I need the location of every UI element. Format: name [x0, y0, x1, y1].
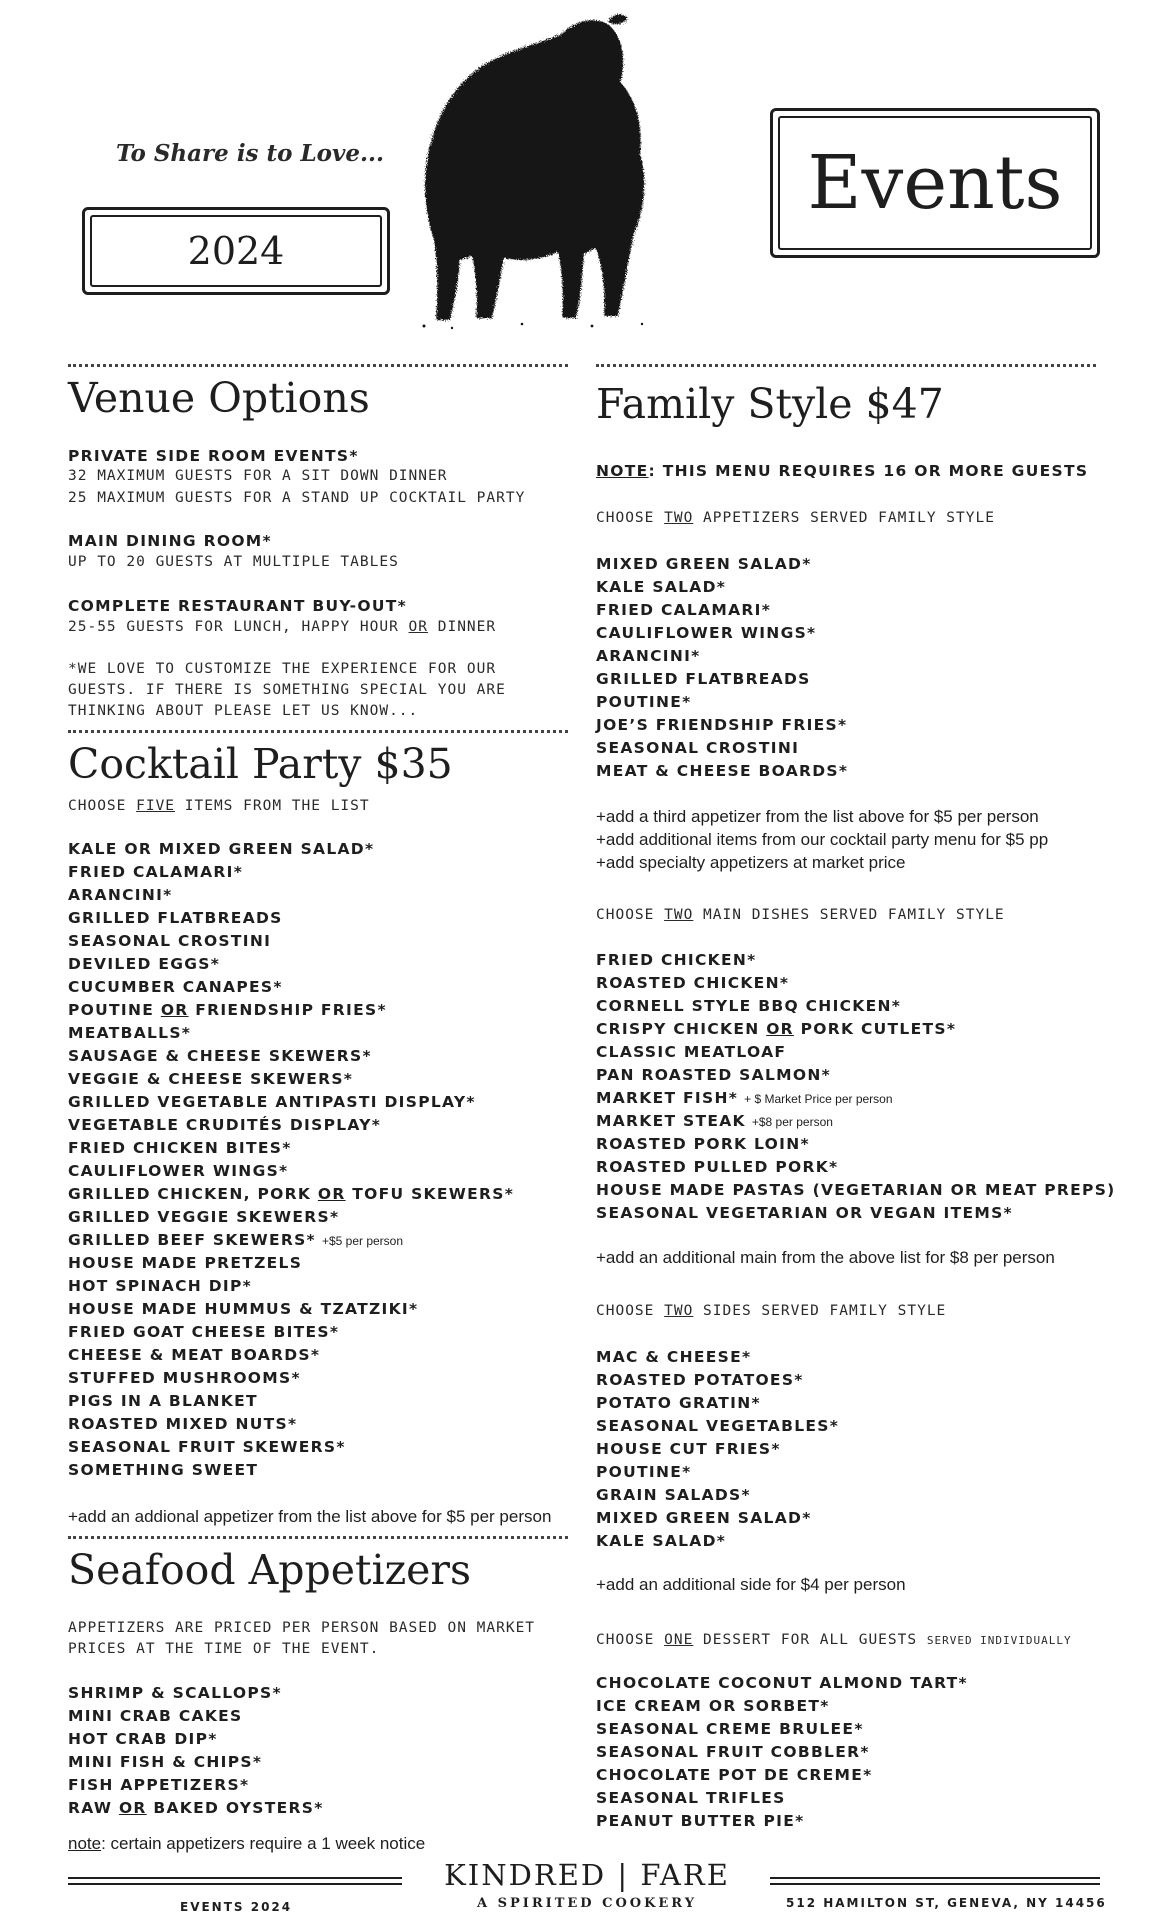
- events-title-badge: [770, 108, 1100, 258]
- menu-item: GRILLED BEEF SKEWERS* +$5 per person: [68, 1231, 404, 1249]
- private-room-line: 32 MAXIMUM GUESTS FOR A SIT DOWN DINNER: [68, 468, 448, 484]
- menu-item: MARKET FISH* + $ Market Price per person: [596, 1089, 893, 1107]
- brand-tagline: A SPIRITED COOKERY: [476, 1896, 697, 1911]
- seafood-desc: PRICES AT THE TIME OF THE EVENT.: [68, 1641, 380, 1657]
- divider: [68, 1536, 568, 1539]
- main-dining-line: UP TO 20 GUESTS AT MULTIPLE TABLES: [68, 554, 399, 570]
- divider: [68, 364, 568, 367]
- footer-events: EVENTS 2024: [180, 1900, 293, 1914]
- menu-item: HOUSE MADE HUMMUS & TZATZIKI*: [68, 1300, 419, 1318]
- private-room-title: PRIVATE SIDE ROOM EVENTS*: [68, 447, 359, 465]
- menu-item: PAN ROASTED SALMON*: [596, 1066, 831, 1084]
- addon-line: +add additional items from our cocktail party menu for $5 pp: [596, 830, 1049, 849]
- family-mains-addon: +add an additional main from the above list for $8 per person: [596, 1248, 1055, 1267]
- price-note: +$5 per person: [321, 1234, 404, 1248]
- menu-item: POUTINE*: [596, 1463, 692, 1481]
- menu-item: KALE OR MIXED GREEN SALAD*: [68, 840, 375, 858]
- menu-item: CLASSIC MEATLOAF: [596, 1043, 787, 1061]
- footer-address: 512 HAMILTON ST, GENEVA, NY 14456: [786, 1896, 1107, 1910]
- menu-item: CUCUMBER CANAPES*: [68, 978, 283, 996]
- menu-item: ARANCINI*: [596, 647, 701, 665]
- menu-item: ICE CREAM OR SORBET*: [596, 1697, 830, 1715]
- family-sides-list: [596, 1346, 839, 1553]
- cocktail-items-list: [68, 838, 514, 1482]
- menu-item: PIGS IN A BLANKET: [68, 1392, 258, 1410]
- year-text: 2024: [90, 215, 382, 287]
- menu-item: SEASONAL VEGETABLES*: [596, 1417, 840, 1435]
- menu-item: SEASONAL CROSTINI: [596, 739, 800, 757]
- venue-note: GUESTS. IF THERE IS SOMETHING SPECIAL YOU ARE: [68, 682, 506, 698]
- menu-item: PEANUT BUTTER PIE*: [596, 1812, 805, 1830]
- menu-item: FRIED CALAMARI*: [68, 863, 244, 881]
- menu-item: FRIED CALAMARI*: [596, 601, 772, 619]
- menu-item: FRIED CHICKEN BITES*: [68, 1139, 292, 1157]
- menu-item: MAC & CHEESE*: [596, 1348, 752, 1366]
- family-mains-list: [596, 949, 1116, 1225]
- menu-item: VEGGIE & CHEESE SKEWERS*: [68, 1070, 354, 1088]
- family-note: NOTE: THIS MENU REQUIRES 16 OR MORE GUESTS: [596, 462, 1089, 480]
- venue-heading: Venue Options: [68, 374, 370, 422]
- menu-item: CHOCOLATE POT DE CREME*: [596, 1766, 873, 1784]
- menu-item: CRISPY CHICKEN OR PORK CUTLETS*: [596, 1020, 957, 1038]
- cocktail-addon: +add an addional appetizer from the list above for $5 per person: [68, 1507, 552, 1526]
- menu-item: MINI FISH & CHIPS*: [68, 1753, 263, 1771]
- events-title: Events: [778, 116, 1092, 250]
- main-dining-title: MAIN DINING ROOM*: [68, 532, 272, 550]
- menu-item: ARANCINI*: [68, 886, 173, 904]
- price-note: +$8 per person: [751, 1115, 833, 1129]
- seafood-note: note: certain appetizers require a 1 week notice: [68, 1834, 426, 1853]
- menu-item: CAULIFLOWER WINGS*: [596, 624, 817, 642]
- menu-item: HOT CRAB DIP*: [68, 1730, 218, 1748]
- footer-rule: [68, 1877, 402, 1885]
- buyout-title: COMPLETE RESTAURANT BUY-OUT*: [68, 597, 408, 615]
- venue-note: THINKING ABOUT PLEASE LET US KNOW...: [68, 703, 419, 719]
- menu-item: POUTINE*: [596, 693, 692, 711]
- family-heading: Family Style $47: [596, 380, 944, 428]
- addon-line: +add a third appetizer from the list above for $5 per person: [596, 807, 1039, 826]
- menu-item: SAUSAGE & CHEESE SKEWERS*: [68, 1047, 372, 1065]
- family-desserts-list: [596, 1672, 968, 1833]
- menu-item: STUFFED MUSHROOMS*: [68, 1369, 301, 1387]
- menu-item: SHRIMP & SCALLOPS*: [68, 1684, 282, 1702]
- menu-item: KALE SALAD*: [596, 578, 727, 596]
- seafood-items-list: [68, 1682, 324, 1820]
- menu-item: SEASONAL VEGETARIAN OR VEGAN ITEMS*: [596, 1204, 1013, 1222]
- menu-item: ROASTED CHICKEN*: [596, 974, 790, 992]
- menu-item: POUTINE OR FRIENDSHIP FRIES*: [68, 1001, 387, 1019]
- menu-item: VEGETABLE CRUDITÉS DISPLAY*: [68, 1116, 382, 1134]
- divider: [596, 364, 1096, 367]
- menu-item: SEASONAL CREME BRULEE*: [596, 1720, 864, 1738]
- family-mains-choose: CHOOSE TWO MAIN DISHES SERVED FAMILY STYLE: [596, 907, 1005, 923]
- menu-item: CHOCOLATE COCONUT ALMOND TART*: [596, 1674, 968, 1692]
- menu-item: KALE SALAD*: [596, 1532, 727, 1550]
- menu-item: FISH APPETIZERS*: [68, 1776, 250, 1794]
- menu-item: DEVILED EGGS*: [68, 955, 221, 973]
- menu-item: POTATO GRATIN*: [596, 1394, 761, 1412]
- menu-item: SEASONAL FRUIT COBBLER*: [596, 1743, 870, 1761]
- menu-item: GRILLED CHICKEN, PORK OR TOFU SKEWERS*: [68, 1185, 515, 1203]
- divider: [68, 730, 568, 733]
- menu-item: SEASONAL FRUIT SKEWERS*: [68, 1438, 346, 1456]
- menu-item: MINI CRAB CAKES: [68, 1707, 243, 1725]
- family-appetizers-choose: CHOOSE TWO APPETIZERS SERVED FAMILY STYLE: [596, 510, 995, 526]
- venue-note: *WE LOVE TO CUSTOMIZE THE EXPERIENCE FOR OUR: [68, 661, 497, 677]
- menu-item: FRIED GOAT CHEESE BITES*: [68, 1323, 340, 1341]
- menu-item: ROASTED MIXED NUTS*: [68, 1415, 298, 1433]
- menu-item: HOUSE MADE PRETZELS: [68, 1254, 303, 1272]
- menu-item: MEAT & CHEESE BOARDS*: [596, 762, 849, 780]
- family-appetizer-addons: [596, 805, 1048, 874]
- menu-item: GRILLED FLATBREADS: [596, 670, 811, 688]
- menu-item: ROASTED POTATOES*: [596, 1371, 804, 1389]
- family-sides-choose: CHOOSE TWO SIDES SERVED FAMILY STYLE: [596, 1303, 947, 1319]
- seafood-heading: Seafood Appetizers: [68, 1546, 472, 1594]
- seafood-desc: APPETIZERS ARE PRICED PER PERSON BASED ON MARKET: [68, 1620, 536, 1636]
- family-sides-addon: +add an additional side for $4 per person: [596, 1575, 906, 1594]
- brand-name: KINDRED | FARE: [444, 1858, 730, 1892]
- footer-rule: [770, 1877, 1100, 1885]
- family-appetizers-list: [596, 553, 848, 783]
- bison-illustration: [412, 4, 660, 332]
- menu-item: GRILLED FLATBREADS: [68, 909, 283, 927]
- menu-item: ROASTED PULLED PORK*: [596, 1158, 839, 1176]
- menu-item: MEATBALLS*: [68, 1024, 192, 1042]
- menu-item: CHEESE & MEAT BOARDS*: [68, 1346, 321, 1364]
- family-dessert-choose: CHOOSE ONE DESSERT FOR ALL GUESTS SERVED INDIVIDUALLY: [596, 1632, 1072, 1648]
- menu-item: HOUSE CUT FRIES*: [596, 1440, 781, 1458]
- private-room-line: 25 MAXIMUM GUESTS FOR A STAND UP COCKTAIL PARTY: [68, 490, 526, 506]
- menu-item: GRILLED VEGETABLE ANTIPASTI DISPLAY*: [68, 1093, 476, 1111]
- menu-item: SEASONAL TRIFLES: [596, 1789, 786, 1807]
- menu-item: CAULIFLOWER WINGS*: [68, 1162, 289, 1180]
- menu-item: GRAIN SALADS*: [596, 1486, 751, 1504]
- menu-item: HOT SPINACH DIP*: [68, 1277, 253, 1295]
- price-note: + $ Market Price per person: [744, 1092, 893, 1106]
- menu-item: JOE’S FRIENDSHIP FRIES*: [596, 716, 848, 734]
- tagline: To Share is to Love...: [116, 140, 385, 167]
- cocktail-choose: CHOOSE FIVE ITEMS FROM THE LIST: [68, 798, 370, 814]
- addon-line: +add specialty appetizers at market price: [596, 853, 906, 872]
- buyout-line: 25-55 GUESTS FOR LUNCH, HAPPY HOUR OR DINNER: [68, 619, 497, 635]
- menu-item: SOMETHING SWEET: [68, 1461, 259, 1479]
- menu-item: MIXED GREEN SALAD*: [596, 555, 812, 573]
- menu-item: ROASTED PORK LOIN*: [596, 1135, 810, 1153]
- menu-item: GRILLED VEGGIE SKEWERS*: [68, 1208, 340, 1226]
- menu-item: SEASONAL CROSTINI: [68, 932, 272, 950]
- cocktail-heading: Cocktail Party $35: [68, 740, 453, 788]
- menu-item: FRIED CHICKEN*: [596, 951, 757, 969]
- menu-item: HOUSE MADE PASTAS (VEGETARIAN OR MEAT PREPS): [596, 1181, 1116, 1199]
- menu-item: RAW OR BAKED OYSTERS*: [68, 1799, 324, 1817]
- menu-item: MIXED GREEN SALAD*: [596, 1509, 812, 1527]
- menu-item: MARKET STEAK +$8 per person: [596, 1112, 833, 1130]
- menu-item: CORNELL STYLE BBQ CHICKEN*: [596, 997, 902, 1015]
- year-badge: [82, 207, 390, 295]
